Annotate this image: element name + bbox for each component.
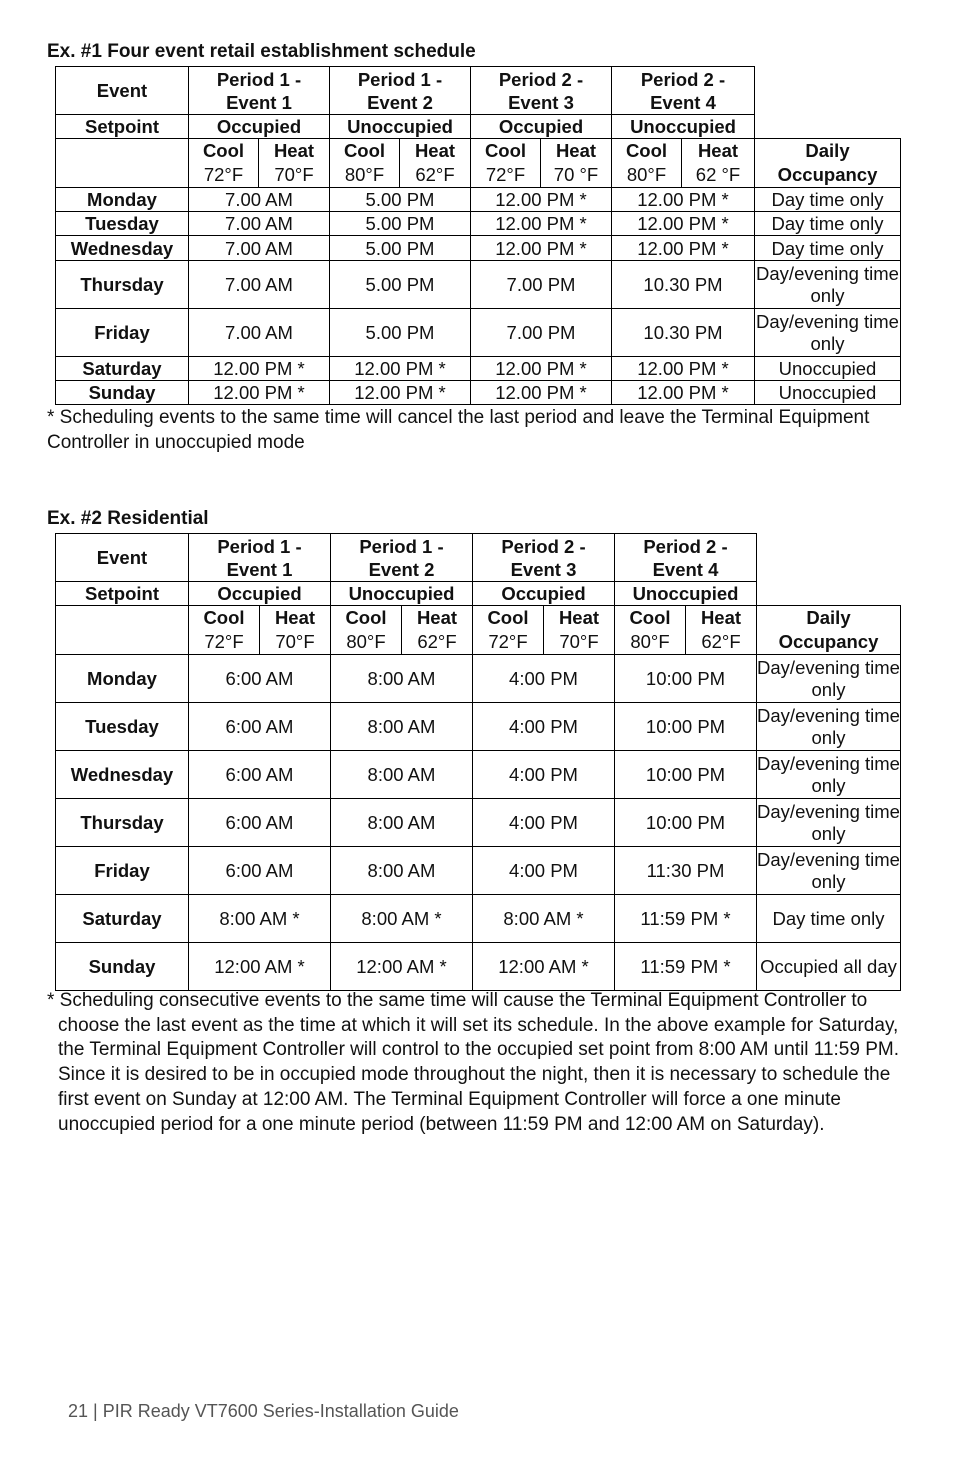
daily-occupancy: Day/evening time only xyxy=(757,751,901,799)
day-label: Thursday xyxy=(56,799,189,847)
setpoint-header: Setpoint xyxy=(56,115,189,139)
event-time: 4:00 PM xyxy=(473,847,615,895)
heat-label: Heat xyxy=(400,139,471,163)
event-time: 12:00 AM * xyxy=(331,943,473,991)
event-time: 7.00 AM xyxy=(189,236,330,261)
heat-label: Heat xyxy=(544,606,615,630)
temp-value: 80°F xyxy=(615,630,686,655)
event-header: Event xyxy=(56,67,189,115)
cool-label: Cool xyxy=(615,606,686,630)
event-time: 10.30 PM xyxy=(612,261,755,309)
event-time: 11:30 PM xyxy=(615,847,757,895)
daily-occupancy: Occupied all day xyxy=(757,943,901,991)
daily-occupancy: Day time only xyxy=(755,188,901,212)
event-time: 12.00 PM * xyxy=(471,357,612,381)
period1-event2-header: Period 1 - Event 2 xyxy=(330,67,471,115)
event-time: 12.00 PM * xyxy=(471,236,612,261)
temp-value: 70 °F xyxy=(541,163,612,188)
table-row xyxy=(56,236,901,261)
heat-label: Heat xyxy=(260,606,331,630)
table-row xyxy=(56,188,901,212)
daily-occupancy: Unoccupied xyxy=(755,357,901,381)
cool-label: Cool xyxy=(471,139,541,163)
daily-occupancy: Day/evening time only xyxy=(757,703,901,751)
daily-occupancy: Day/evening time only xyxy=(757,655,901,703)
table-row xyxy=(56,212,901,236)
event-time: 8:00 AM * xyxy=(473,895,615,943)
event-time: 12.00 PM * xyxy=(612,357,755,381)
event-time: 7.00 AM xyxy=(189,309,330,357)
temp-value: 72°F xyxy=(189,163,259,188)
day-label: Sunday xyxy=(56,943,189,991)
event-time: 12.00 PM * xyxy=(612,188,755,212)
event-time: 8:00 AM xyxy=(331,655,473,703)
event-time: 12:00 AM * xyxy=(473,943,615,991)
table-row xyxy=(56,751,901,799)
event-time: 12.00 PM * xyxy=(612,381,755,405)
day-label: Tuesday xyxy=(56,703,189,751)
temp-value: 80°F xyxy=(330,163,400,188)
event-time: 10:00 PM xyxy=(615,751,757,799)
table-row xyxy=(56,943,901,991)
event-time: 5.00 PM xyxy=(330,188,471,212)
event-time: 8:00 AM xyxy=(331,703,473,751)
event-time: 7.00 PM xyxy=(471,261,612,309)
event-time: 6:00 AM xyxy=(189,799,331,847)
table-row xyxy=(56,703,901,751)
event-time: 6:00 AM xyxy=(189,847,331,895)
heat-label: Heat xyxy=(682,139,755,163)
cool-label: Cool xyxy=(189,139,259,163)
day-label: Tuesday xyxy=(56,212,189,236)
event-time: 12.00 PM * xyxy=(330,357,471,381)
table-row xyxy=(56,357,901,381)
ex2-title: Ex. #2 Residential xyxy=(47,508,209,529)
cool-label: Cool xyxy=(612,139,682,163)
event-time: 5.00 PM xyxy=(330,212,471,236)
event-time: 12.00 PM * xyxy=(471,188,612,212)
day-label: Thursday xyxy=(56,261,189,309)
temp-value: 70°F xyxy=(259,163,330,188)
ex2-schedule-table xyxy=(55,533,901,991)
event-time: 5.00 PM xyxy=(330,236,471,261)
day-label: Wednesday xyxy=(56,236,189,261)
day-label: Friday xyxy=(56,847,189,895)
ex1-footnote: * Scheduling events to the same time will cancel the last period and leave the Terminal Equipment Controller in unoccupied mode xyxy=(47,407,870,453)
event-time: 4:00 PM xyxy=(473,799,615,847)
period2-event4-header: Period 2 - Event 4 xyxy=(612,67,755,115)
page-footer: 21 | PIR Ready VT7600 Series-Installation Guide xyxy=(68,1401,459,1421)
setpoint-occupied: Occupied xyxy=(471,115,612,139)
day-label: Monday xyxy=(56,188,189,212)
period1-event1-header: Period 1 - Event 1 xyxy=(189,67,330,115)
cool-label: Cool xyxy=(473,606,544,630)
event-time: 12:00 AM * xyxy=(189,943,331,991)
heat-label: Heat xyxy=(259,139,330,163)
temp-value: 62°F xyxy=(402,630,473,655)
event-time: 6:00 AM xyxy=(189,751,331,799)
event-time: 6:00 AM xyxy=(189,703,331,751)
ex2-footnote: * Scheduling consecutive events to the same time will cause the Terminal Equipment Controller to choose the last event as the time at which it will set its schedule. In the above example for Saturday, the Terminal Equipment Controller will control to the occupied set point from 8:00 AM until 11:59 PM. Since it is desired to be in occupied mode throughout the night, then it is necessary to schedule the first event on Sunday at 12:00 AM. The Terminal Equipment Controller will force a one minute unoccupied period for a one minute period (between 11:59 PM and 12:00 AM on Saturday). xyxy=(47,990,900,1135)
cool-label: Cool xyxy=(331,606,402,630)
event-time: 12.00 PM * xyxy=(189,381,330,405)
event-time: 8:00 AM * xyxy=(331,895,473,943)
event-time: 12.00 PM * xyxy=(471,381,612,405)
event-time: 10:00 PM xyxy=(615,703,757,751)
table-row xyxy=(56,847,901,895)
day-label: Wednesday xyxy=(56,751,189,799)
daily-occupancy: Day time only xyxy=(755,212,901,236)
table-row xyxy=(56,309,901,357)
daily-occupancy: Day time only xyxy=(757,895,901,943)
event-time: 8:00 AM * xyxy=(189,895,331,943)
event-time: 8:00 AM xyxy=(331,847,473,895)
daily-occupancy: Day/evening time only xyxy=(755,309,901,357)
temp-value: 80°F xyxy=(612,163,682,188)
setpoint-occupied: Occupied xyxy=(473,582,615,606)
event-time: 11:59 PM * xyxy=(615,943,757,991)
occupancy-header: Occupancy xyxy=(755,163,901,188)
event-time: 5.00 PM xyxy=(330,309,471,357)
occupancy-header: Occupancy xyxy=(757,630,901,655)
table-row xyxy=(56,895,901,943)
daily-header: Daily xyxy=(755,139,901,163)
setpoint-header: Setpoint xyxy=(56,582,189,606)
day-label: Saturday xyxy=(56,895,189,943)
table-row xyxy=(56,799,901,847)
event-time: 12.00 PM * xyxy=(330,381,471,405)
setpoint-unoccupied: Unoccupied xyxy=(330,115,471,139)
temp-value: 62°F xyxy=(400,163,471,188)
temp-value: 70°F xyxy=(544,630,615,655)
event-time: 12.00 PM * xyxy=(189,357,330,381)
day-label: Friday xyxy=(56,309,189,357)
blank-cell xyxy=(56,139,189,188)
event-header: Event xyxy=(56,534,189,582)
event-time: 10.30 PM xyxy=(612,309,755,357)
event-time: 5.00 PM xyxy=(330,261,471,309)
day-label: Saturday xyxy=(56,357,189,381)
setpoint-occupied: Occupied xyxy=(189,115,330,139)
table-row xyxy=(56,261,901,309)
daily-occupancy: Day/evening time only xyxy=(757,847,901,895)
setpoint-unoccupied: Unoccupied xyxy=(612,115,755,139)
daily-header: Daily xyxy=(757,606,901,630)
daily-occupancy: Unoccupied xyxy=(755,381,901,405)
period1-event1-header: Period 1 - Event 1 xyxy=(189,534,331,582)
temp-value: 72°F xyxy=(189,630,260,655)
ex1-schedule-table xyxy=(55,66,901,405)
daily-occupancy: Day/evening time only xyxy=(757,799,901,847)
event-time: 10:00 PM xyxy=(615,799,757,847)
ex1-title: Ex. #1 Four event retail establishment schedule xyxy=(47,41,476,62)
day-label: Monday xyxy=(56,655,189,703)
event-time: 10:00 PM xyxy=(615,655,757,703)
table-row xyxy=(56,381,901,405)
setpoint-unoccupied: Unoccupied xyxy=(331,582,473,606)
heat-label: Heat xyxy=(402,606,473,630)
cool-label: Cool xyxy=(189,606,260,630)
event-time: 12.00 PM * xyxy=(612,236,755,261)
blank-cell xyxy=(56,606,189,655)
daily-occupancy: Day time only xyxy=(755,236,901,261)
event-time: 4:00 PM xyxy=(473,751,615,799)
temp-value: 70°F xyxy=(260,630,331,655)
heat-label: Heat xyxy=(541,139,612,163)
event-time: 7.00 AM xyxy=(189,212,330,236)
temp-value: 62 °F xyxy=(682,163,755,188)
period1-event2-header: Period 1 - Event 2 xyxy=(331,534,473,582)
temp-value: 72°F xyxy=(473,630,544,655)
event-time: 6:00 AM xyxy=(189,655,331,703)
heat-label: Heat xyxy=(686,606,757,630)
event-time: 8:00 AM xyxy=(331,751,473,799)
cool-label: Cool xyxy=(330,139,400,163)
event-time: 7.00 AM xyxy=(189,261,330,309)
event-time: 12.00 PM * xyxy=(612,212,755,236)
event-time: 7.00 AM xyxy=(189,188,330,212)
temp-value: 80°F xyxy=(331,630,402,655)
setpoint-occupied: Occupied xyxy=(189,582,331,606)
event-time: 11:59 PM * xyxy=(615,895,757,943)
temp-value: 62°F xyxy=(686,630,757,655)
temp-value: 72°F xyxy=(471,163,541,188)
day-label: Sunday xyxy=(56,381,189,405)
event-time: 4:00 PM xyxy=(473,655,615,703)
event-time: 4:00 PM xyxy=(473,703,615,751)
period2-event3-header: Period 2 - Event 3 xyxy=(471,67,612,115)
period2-event3-header: Period 2 - Event 3 xyxy=(473,534,615,582)
event-time: 7.00 PM xyxy=(471,309,612,357)
event-time: 8:00 AM xyxy=(331,799,473,847)
daily-occupancy: Day/evening time only xyxy=(755,261,901,309)
period2-event4-header: Period 2 - Event 4 xyxy=(615,534,757,582)
table-row xyxy=(56,655,901,703)
event-time: 12.00 PM * xyxy=(471,212,612,236)
setpoint-unoccupied: Unoccupied xyxy=(615,582,757,606)
